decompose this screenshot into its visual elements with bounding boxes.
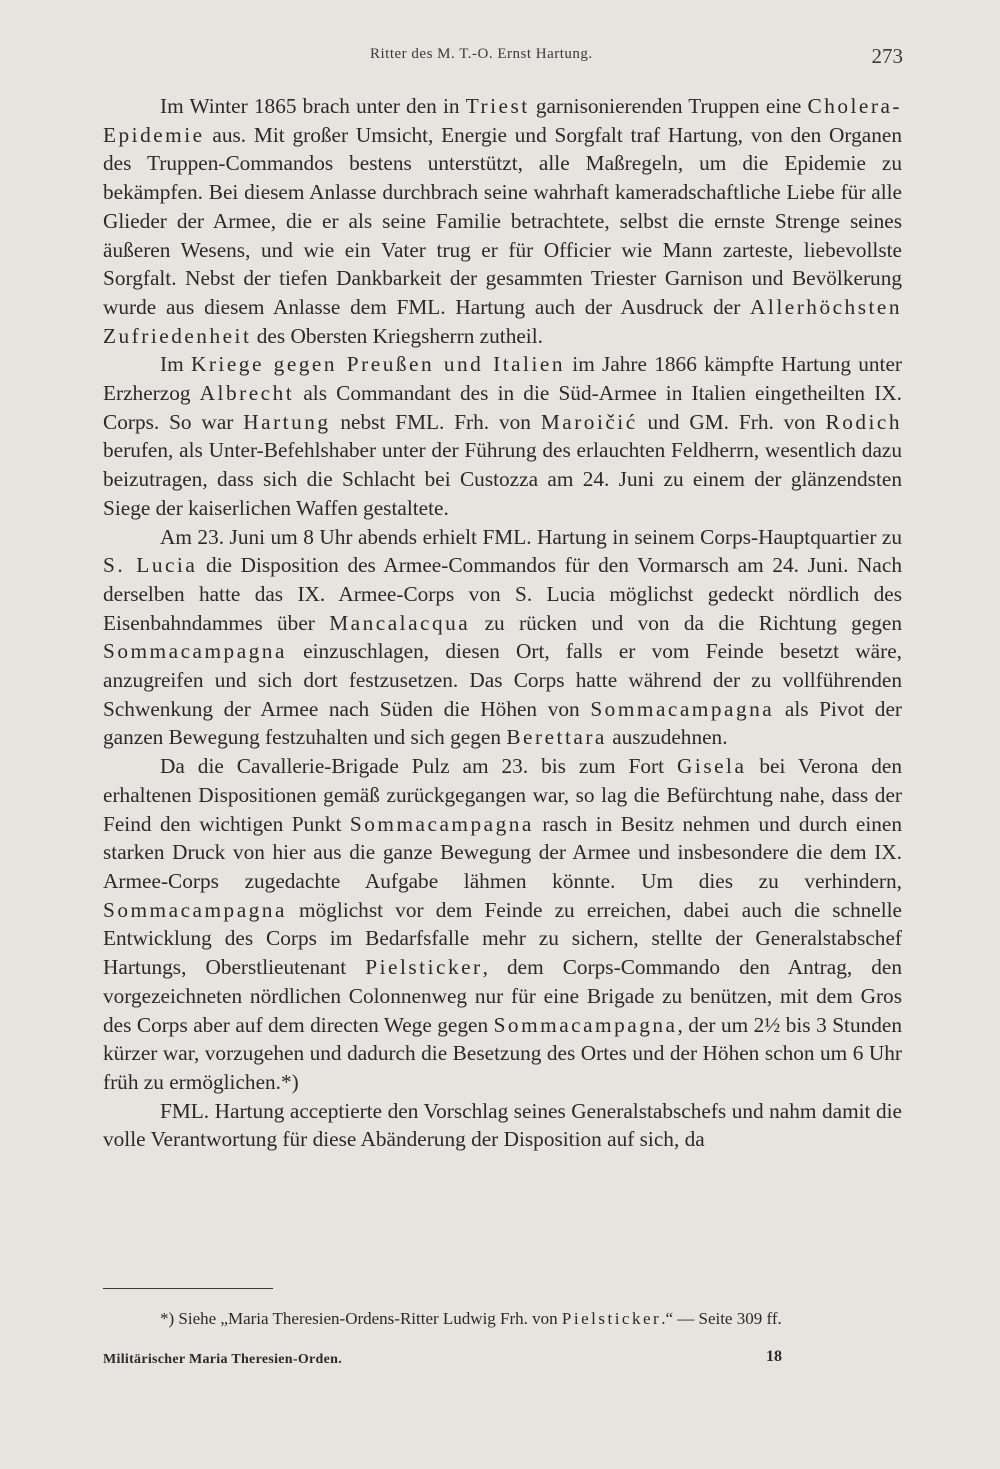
text-run: die Disposition des Armee-Commandos für den Vormarsch am 24. Juni. Nach derselben hatte das IX. Armee-Corps von S. Lucia möglichst gedeckt nördlich des Eisenbahndammes über (103, 553, 902, 635)
text-run: , der um 2½ bis 3 Stunden kürzer war, vorzugehen und dadurch die Besetzung des Ortes und der Höhen schon um 6 Uhr früh zu ermöglichen.*) (103, 1012, 902, 1094)
running-head: Ritter des M. T.-O. Ernst Hartung. (370, 46, 593, 62)
signature-mark: 18 (766, 1348, 782, 1365)
text-run: garnisonierenden Truppen eine (529, 94, 808, 118)
text-run: Im (160, 352, 191, 377)
spaced-emphasis: Sommacampagna (349, 811, 534, 836)
text-run: möglichst vor dem Feinde zu erreichen, dabei auch die schnelle Entwicklung des Corps im Bedarfsfalle mehr zu sichern, stellte der Generalstabschef Hartungs, Oberstlieutenant (103, 897, 902, 980)
text-run: als Commandant des in die Süd-Armee in Italien eingetheilten IX. Corps. So war (103, 381, 902, 434)
text-run: *) Siehe „Maria Theresien-Ordens-Ritter Ludwig Frh. von (160, 1309, 562, 1328)
text-run: Im Winter 1865 brach unter den in (160, 94, 466, 118)
paragraph (103, 92, 902, 350)
spaced-emphasis: Sommacampagna (103, 897, 287, 922)
spaced-emphasis: Allerhöchsten Zufriedenheit (103, 294, 902, 348)
paragraph (103, 752, 902, 1096)
spaced-emphasis: Hartung (243, 409, 331, 434)
text-run: .“ — Seite 309 ff. (661, 1309, 782, 1328)
spaced-emphasis: Gisela (677, 754, 747, 779)
text-run: im Jahre 1866 kämpfte Hartung unter Erzherzog (103, 352, 903, 406)
text-run: nebst FML. Frh. von (330, 409, 541, 434)
spaced-emphasis: S. Lucia (103, 553, 198, 578)
text-run: berufen, als Unter-Befehlshaber unter der Führung des erlauchten Feldherrn, wesentlich dazu beizutragen, dass sich die Schlacht bei Custozza am 24. Juni zu einem der glänzendsten Siege der kaiserlichen Waffen gestaltete. (103, 438, 902, 520)
text-run: zu rücken und von da die Richtung gegen (470, 610, 902, 635)
paragraph (103, 350, 902, 522)
text-run: , dem Corps-Commando den Antrag, den vorgezeichneten nördlichen Colonnenweg nur für eine Brigade zu benützen, mit dem Gros des Corps aber auf dem directen Wege gegen (103, 955, 902, 1037)
text-run: aus. Mit großer Umsicht, Energie und Sorgfalt traf Hartung, von den Organen des Truppen-Commandos bestens unterstützt, alle Maßregeln, um die Epidemie zu bekämpfen. Bei diesem Anlasse durchbrach seine wahrhaft kameradschaftliche Liebe für alle Glieder der Armee, die er als seine Familie betrachtete, selbst die ernste Strenge seines äußeren Wesens, und wie ein Vater trug er für Officier wie Mann zarteste, liebevollste Sorgfalt. Nebst der tiefen Dankbarkeit der gesammten Triester Garnison und Bevölkerung wurde aus diesem Anlasse dem FML. Hartung auch der Ausdruck der (103, 122, 902, 319)
paragraph (103, 523, 902, 753)
spaced-emphasis: Mancalacqua (329, 610, 471, 635)
spaced-emphasis: Sommacampagna (590, 696, 775, 721)
text-run: Am 23. Juni um 8 Uhr abends erhielt FML. Hartung in seinem Corps-Hauptquartier zu (160, 524, 902, 549)
spaced-emphasis: Kriege gegen Preußen und Italien (190, 352, 565, 377)
spaced-emphasis: Albrecht (199, 381, 295, 406)
spaced-emphasis: Maroičić (540, 409, 638, 434)
text-run: auszudehnen. (606, 725, 728, 750)
footer-series-title: Militärischer Maria Theresien-Orden. (103, 1352, 343, 1367)
page-number: 273 (871, 44, 903, 68)
spaced-emphasis: Pielsticker (365, 955, 483, 980)
spaced-emphasis: Sommacampagna (103, 639, 287, 664)
text-run: des Obersten Kriegsherrn zutheil. (251, 323, 543, 348)
text-run: und GM. Frh. von (637, 409, 826, 434)
footnote-rule (103, 1288, 273, 1289)
text-run: FML. Hartung acceptierte den Vorschlag seines Generalstabschefs und nahm damit die volle Verantwortung für diese Abänderung der Disposition auf sich, da (103, 1098, 902, 1152)
text-run: einzuschlagen, diesen Ort, falls er vom Feinde besetzt wäre, anzugreifen und sich dort festzusetzen. Das Corps hatte während der zu vollführenden Schwenkung der Armee nach Süden die Höhen von (103, 639, 902, 721)
spaced-emphasis: Sommacampagna (493, 1012, 678, 1037)
text-run: als Pivot der ganzen Bewegung festzuhalten und sich gegen (103, 696, 902, 750)
spaced-emphasis: Cholera-Epidemie (103, 94, 903, 147)
spaced-emphasis: Pielsticker (561, 1309, 662, 1328)
text-run: Da die Cavallerie-Brigade Pulz am 23. bis zum Fort (160, 754, 678, 779)
text-run: rasch in Besitz nehmen und durch einen starken Druck von hier aus die ganze Bewegung der Armee und insbesondere die dem IX. Armee-Corps zugedachte Aufgabe lähmen könnte. Um dies zu verhindern, (103, 811, 902, 893)
footnote (160, 1308, 920, 1330)
spaced-emphasis: Triest (465, 94, 530, 118)
paragraph (103, 1097, 902, 1154)
body-text (103, 92, 902, 1154)
spaced-emphasis: Berettara (506, 725, 607, 750)
spaced-emphasis: Rodich (825, 409, 903, 434)
text-run: bei Verona den erhaltenen Dispositionen gemäß zurückgegangen war, so lag die Befürchtung nahe, dass der Feind den wichtigen Punkt (103, 754, 903, 836)
